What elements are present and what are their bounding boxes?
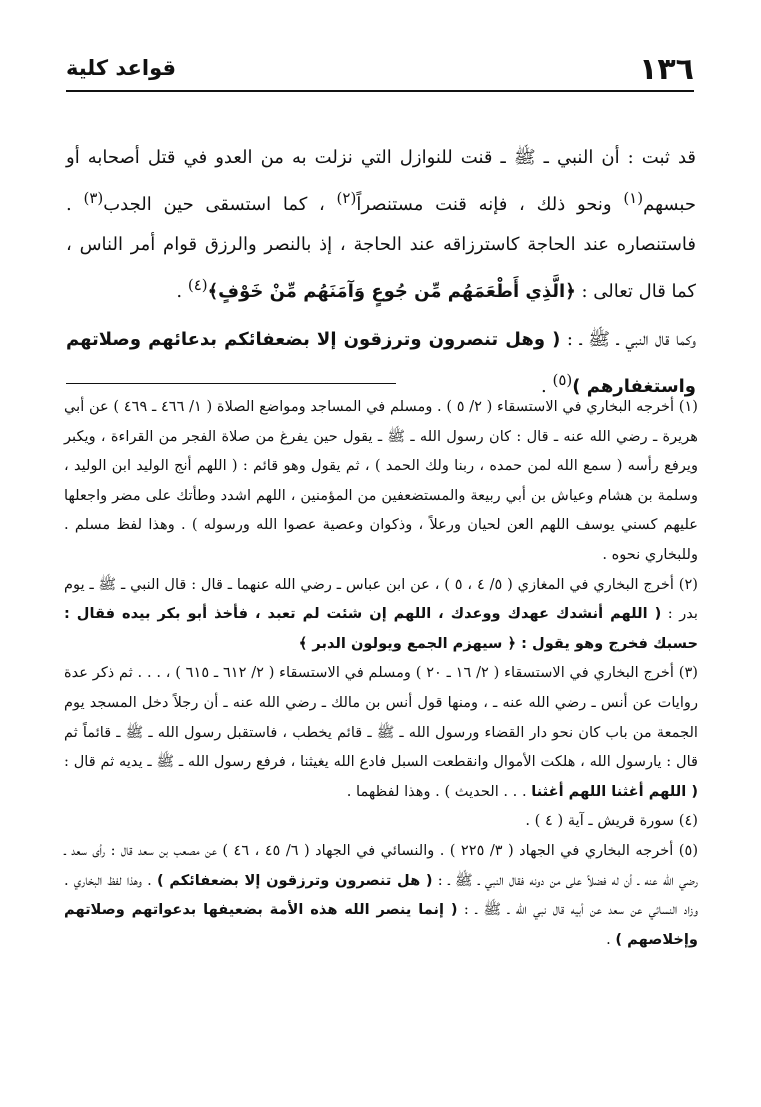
footnote-separator	[66, 383, 396, 384]
footnote-4-text: (٤) سورة قريش ـ آية ( ٤ ) .	[525, 812, 698, 830]
footnote-2-quote: ( اللهم أنشدك عهدك ووعدك ، اللهم إن شئت لم تعبد ، فأخذ أبو بكر بيده فقال : حسبك فخرج وهو يقول : ﴿ سيهزم الجمع ويولون الدبر ﴾	[64, 605, 698, 652]
paragraph-1-text-d: . فاستنصاره عند الحاجة كاسترزاقه عند الحاجة ، إذ بالنصر والرزق قوام أمر الناس ، كما قال تعالى :	[66, 194, 696, 302]
paragraph-1-text-a: قد ثبت : أن النبي ـ ﷺ ـ قنت للنوازل التي نزلت به من العدو في قتل أصحابه أو حبسهم	[66, 147, 696, 215]
footnote-5	[64, 836, 698, 954]
footnote-ref-2: (٢)	[336, 189, 357, 207]
paragraph-1	[66, 138, 696, 312]
paragraph-2-text-a: وكما قال النبي ـ ﷺ ـ :	[560, 329, 696, 350]
footnote-1	[64, 392, 698, 570]
page-header	[66, 50, 694, 92]
footnote-3	[64, 658, 698, 806]
footnote-5-quote-2: ( إنما ينصر الله هذه الأمة بضعيفها بدعواتهم وصلاتهم وإخلاصهم )	[64, 901, 698, 948]
book-title: قواعد كلية	[66, 56, 176, 80]
footnote-ref-1: (١)	[623, 189, 644, 207]
footnote-3-quote: ( اللهم أغثنا اللهم أغثنا	[531, 782, 698, 800]
footnote-5-quote-1: ( هل تنصرون وترزقون إلا بضعفائكم )	[157, 871, 433, 889]
paragraph-2-text-b: .	[541, 376, 553, 397]
hadith-quote: ( وهل تنصرون وترزقون إلا بضعفائكم بدعائهم وصلاتهم واستغفارهم )	[66, 329, 696, 397]
paragraph-1-text-e: .	[176, 281, 188, 302]
footnotes	[64, 392, 698, 954]
footnote-3-text-a: (٣) أخرج البخاري في الاستسقاء ( ٢/ ١٦ ـ ٢٠ ) ومسلم في الاستسقاء ( ٢/ ٦١٢ ـ ٦١٥ ) ، . . . ثم ذكر عدة روايات عن أنس ـ رضي الله عنه ـ ، ومنها قول أنس بن مالك ـ رضي الله عنه ـ أن رجلاً دخل المسجد يوم الجمعة من باب كان نحو دار القضاء ورسول الله ـ ﷺ ـ قائم يخطب ، فاستقبل رسول الله ـ ﷺ ـ قائماً ثم قال : يارسول الله ، هلكت الأموال وانقطعت السبل فادع الله يغيثنا ، فرفع رسول الله ـ ﷺ ـ يديه ثم قال :	[64, 664, 698, 771]
footnote-ref-5: (٥)	[552, 371, 573, 389]
footnote-2	[64, 570, 698, 659]
page-number: ١٣٦	[639, 52, 694, 87]
footnote-5-text-c: .	[606, 930, 616, 948]
footnote-1-text: (١) أخرجه البخاري في الاستسقاء ( ٢/ ٥ ) . ومسلم في المساجد ومواضع الصلاة ( ١/ ٤٦٦ ـ ٤٦٩ ) عن أبي هريرة ـ رضي الله عنه ـ قال : كان رسول الله ـ ﷺ ـ يقول حين يفرغ من صلاة الفجر من القراءة ، ويكبر ويرفع رأسه ( سمع الله لمن حمده ، ربنا ولك الحمد ) ، ثم يقول وهو قائم : ( اللهم أنج الوليد ابن الوليد ، وسلمة بن هشام وعياش بن أبي ربيعة والمستضعفين من المؤمنين ، اللهم اشدد وطأتك على مضر واجعلها عليهم كسني يوسف اللهم العن لحيان ورعلاً ، وذكوان وعصية عصوا الله ورسوله ) . وهذا لفظ مسلم . وللبخاري نحوه .	[64, 398, 698, 563]
footnote-ref-3: (٣)	[83, 189, 104, 207]
footnote-4	[64, 806, 698, 836]
footnote-2-text: (٢) أخرج البخاري في المغازي ( ٥/ ٤ ، ٥ ) ، عن ابن عباس ـ رضي الله عنهما ـ قال : قال النبي ـ ﷺ ـ يوم بدر :	[64, 575, 698, 623]
quran-verse: ﴿الَّذِي أَطْعَمَهُم مِّن جُوعٍ وَآمَنَهُم مِّنْ خَوْفٍ﴾	[207, 281, 576, 302]
footnote-ref-4: (٤)	[187, 276, 208, 294]
footnote-3-text-b: . . . الحديث ) . وهذا لفظهما .	[346, 782, 532, 800]
paragraph-1-text-c: ، كما استسقى حين الجدب	[103, 194, 337, 215]
main-text	[66, 138, 696, 407]
footnote-5-text-b: . وهذا لفظ البخاري . وزاد النسائي عن سعد عن أبيه قال نبي الله ـ ﷺ ـ :	[64, 871, 698, 919]
footnote-5-text-a: (٥) أخرجه البخاري في الجهاد ( ٣/ ٢٢٥ ) . والنسائي في الجهاد ( ٦/ ٤٥ ، ٤٦ ) عن مصعب بن سعد قال : رأى سعد ـ رضي الله عنه ـ أن له فضلاً على من دونه فقال النبي ـ ﷺ ـ :	[64, 841, 699, 889]
paragraph-1-text-b: ونحو ذلك ، فإنه قنت مستنصراً	[356, 194, 624, 215]
